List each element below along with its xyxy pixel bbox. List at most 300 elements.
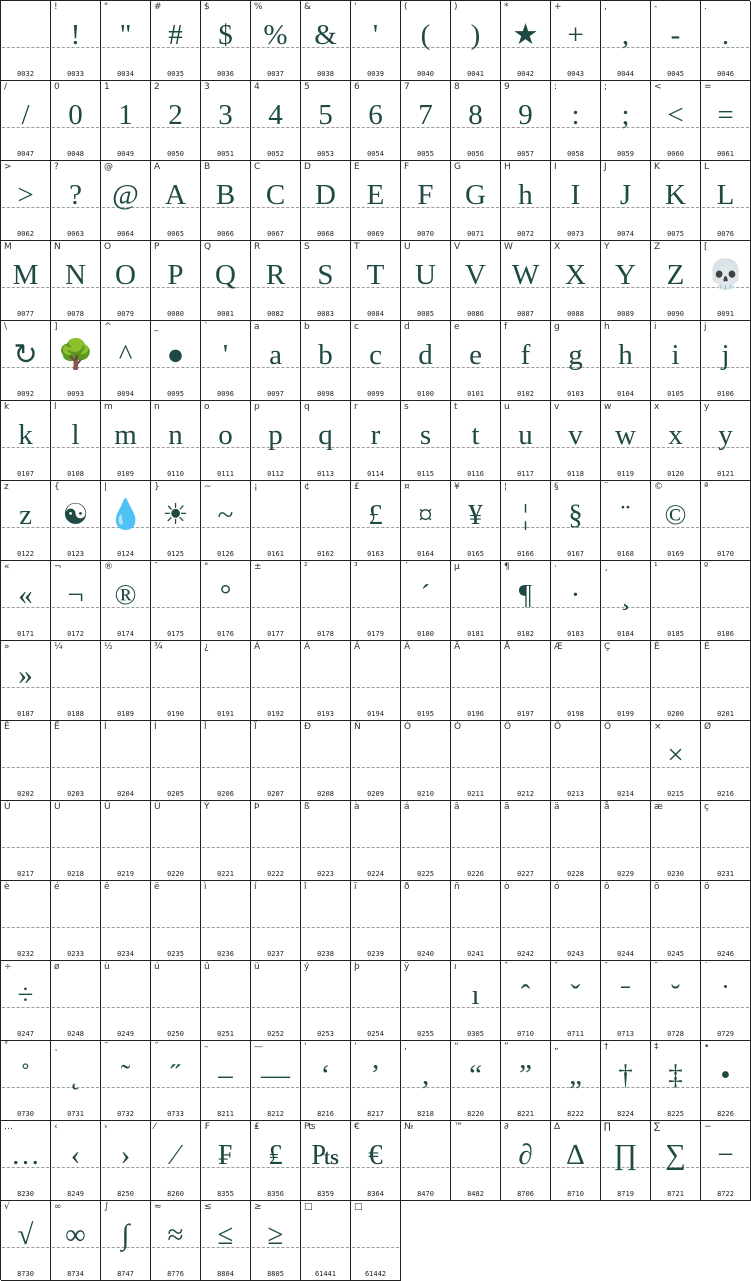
glyph-sample: ∞	[65, 1219, 86, 1251]
glyph-code: 8722	[717, 1190, 734, 1198]
glyph-cell	[551, 81, 601, 161]
glyph-code: 0224	[367, 870, 384, 878]
glyph-cell-char: ™	[454, 1122, 463, 1132]
glyph-sample: '	[222, 339, 229, 371]
glyph-sample	[201, 815, 250, 855]
glyph-code: 0198	[567, 710, 584, 718]
glyph-cell	[301, 161, 351, 241]
glyph-sample	[251, 495, 300, 535]
glyph-cell	[401, 1121, 451, 1201]
glyph-cell	[701, 1121, 751, 1201]
glyph-code: 8747	[117, 1270, 134, 1278]
glyph-code: 0243	[567, 950, 584, 958]
glyph-sample: ×	[667, 739, 684, 771]
glyph-code: 0039	[367, 70, 384, 78]
glyph-code: 0254	[367, 1030, 384, 1038]
glyph-code: 0178	[317, 630, 334, 638]
glyph-code: 0071	[467, 230, 484, 238]
glyph-code: 0063	[67, 230, 84, 238]
glyph-sample	[701, 575, 750, 615]
glyph-sample: ₣	[218, 1139, 233, 1171]
glyph-cell-char: ˇ	[554, 962, 559, 972]
glyph-code: 8218	[417, 1110, 434, 1118]
glyph-cell-char: ₤	[254, 1122, 260, 1132]
glyph-code: 8482	[467, 1190, 484, 1198]
glyph-code: 0247	[17, 1030, 34, 1038]
glyph-code: 0112	[267, 470, 284, 478]
glyph-cell-char: þ	[354, 962, 360, 972]
glyph-code: 8230	[17, 1190, 34, 1198]
glyph-cell	[201, 401, 251, 481]
glyph-cell	[151, 641, 201, 721]
glyph-sample: c	[369, 339, 382, 371]
glyph-sample	[301, 735, 350, 775]
glyph-sample	[451, 735, 500, 775]
glyph-code: 0034	[117, 70, 134, 78]
glyph-cell-char: ®	[104, 562, 113, 572]
glyph-cell	[201, 1, 251, 81]
glyph-sample: y	[718, 419, 733, 451]
glyph-code: 0097	[267, 390, 284, 398]
glyph-cell	[501, 881, 551, 961]
glyph-sample: ˘	[670, 979, 681, 1011]
glyph-cell-char: Ã	[404, 642, 411, 652]
glyph-sample: O	[115, 259, 136, 291]
glyph-cell	[1, 721, 51, 801]
glyph-code: 0237	[267, 950, 284, 958]
glyph-cell-char: M	[4, 242, 12, 252]
glyph-code: 0065	[167, 230, 184, 238]
glyph-code: 0082	[267, 310, 284, 318]
glyph-cell	[51, 161, 101, 241]
glyph-code: 0209	[367, 790, 384, 798]
glyph-cell	[401, 241, 451, 321]
glyph-cell-char: Ê	[4, 722, 10, 732]
glyph-code: 0710	[517, 1030, 534, 1038]
glyph-code: 0084	[367, 310, 384, 318]
glyph-code: 0185	[667, 630, 684, 638]
glyph-sample: „	[569, 1059, 582, 1091]
glyph-cell-char: ˙	[704, 962, 709, 972]
glyph-sample: 9	[518, 99, 533, 131]
glyph-code: 0108	[67, 470, 84, 478]
glyph-cell-char: •	[704, 1042, 710, 1052]
glyph-cell	[551, 481, 601, 561]
glyph-sample: )	[470, 19, 481, 51]
glyph-cell-char: ¢	[304, 482, 310, 492]
glyph-code: 0220	[167, 870, 184, 878]
glyph-sample: ÷	[17, 979, 34, 1011]
glyph-cell-char: *	[504, 2, 509, 12]
glyph-cell	[201, 321, 251, 401]
glyph-cell	[301, 1121, 351, 1201]
glyph-sample: x	[668, 419, 683, 451]
glyph-code: 0238	[317, 950, 334, 958]
glyph-code: 8359	[317, 1190, 334, 1198]
glyph-cell	[701, 81, 751, 161]
glyph-cell	[601, 1121, 651, 1201]
glyph-cell-char: d	[404, 322, 410, 332]
glyph-code: 0162	[317, 550, 334, 558]
glyph-cell	[701, 721, 751, 801]
glyph-cell	[51, 801, 101, 881]
glyph-cell	[1, 161, 51, 241]
glyph-code: 0075	[667, 230, 684, 238]
glyph-sample	[101, 975, 150, 1015]
glyph-code: 8364	[367, 1190, 384, 1198]
glyph-cell-char: z	[4, 482, 9, 492]
glyph-cell	[51, 401, 101, 481]
glyph-code: 0088	[567, 310, 584, 318]
glyph-sample: «	[18, 579, 33, 611]
glyph-cell	[1, 481, 51, 561]
glyph-code: 0732	[117, 1110, 134, 1118]
glyph-code: 0104	[617, 390, 634, 398]
glyph-code: 0168	[617, 550, 634, 558]
glyph-sample: Z	[666, 259, 685, 291]
glyph-sample: √	[17, 1219, 34, 1251]
glyph-sample: §	[568, 499, 583, 531]
glyph-code: 0167	[567, 550, 584, 558]
glyph-sample: ·	[570, 579, 581, 611]
glyph-code: 0213	[567, 790, 584, 798]
glyph-code: 0105	[667, 390, 684, 398]
glyph-code: 0197	[517, 710, 534, 718]
glyph-sample: ☀	[162, 499, 189, 531]
glyph-cell	[551, 161, 601, 241]
glyph-code: 0085	[417, 310, 434, 318]
glyph-cell-char: “	[454, 1042, 459, 1052]
glyph-code: 0242	[517, 950, 534, 958]
glyph-sample: I	[570, 179, 581, 211]
glyph-cell	[351, 321, 401, 401]
glyph-cell	[251, 321, 301, 401]
glyph-sample: ≤	[217, 1219, 234, 1251]
glyph-cell	[101, 561, 151, 641]
glyph-cell	[551, 881, 601, 961]
glyph-code: 8221	[517, 1110, 534, 1118]
glyph-cell-char: %	[254, 2, 263, 12]
glyph-code: 0111	[217, 470, 234, 478]
glyph-cell	[551, 1121, 601, 1201]
glyph-sample	[501, 895, 550, 935]
glyph-cell	[101, 721, 151, 801]
glyph-cell-char: Û	[104, 802, 111, 812]
glyph-code: 0076	[717, 230, 734, 238]
glyph-sample	[251, 575, 300, 615]
glyph-cell	[551, 721, 601, 801]
glyph-code: 0192	[267, 710, 284, 718]
glyph-cell-char: ¤	[404, 482, 410, 492]
glyph-code: 0092	[17, 390, 34, 398]
glyph-cell	[101, 321, 151, 401]
glyph-sample	[351, 975, 400, 1015]
glyph-cell	[201, 481, 251, 561]
glyph-cell	[51, 721, 101, 801]
glyph-code: 0231	[717, 870, 734, 878]
glyph-cell-char: Ø	[704, 722, 712, 732]
glyph-code: 0193	[317, 710, 334, 718]
glyph-sample: u	[518, 419, 533, 451]
glyph-cell	[101, 481, 151, 561]
glyph-sample	[501, 815, 550, 855]
glyph-code: 0248	[67, 1030, 84, 1038]
glyph-cell	[501, 641, 551, 721]
glyph-cell	[601, 961, 651, 1041]
glyph-cell-char: ª	[704, 482, 709, 492]
glyph-code: 0089	[617, 310, 634, 318]
glyph-cell	[401, 801, 451, 881]
glyph-sample	[501, 735, 550, 775]
glyph-sample: ∂	[518, 1139, 533, 1171]
glyph-cell	[651, 481, 701, 561]
glyph-sample	[151, 575, 200, 615]
glyph-code: 0079	[117, 310, 134, 318]
glyph-cell-char: Ú	[54, 802, 61, 812]
glyph-cell	[601, 401, 651, 481]
glyph-cell-char: ⁄	[154, 1122, 156, 1132]
glyph-sample: ©	[664, 499, 687, 531]
glyph-cell	[201, 881, 251, 961]
glyph-cell	[651, 641, 701, 721]
glyph-sample	[601, 815, 650, 855]
glyph-sample	[351, 1215, 400, 1255]
glyph-cell	[401, 721, 451, 801]
glyph-cell-char: √	[4, 1202, 10, 1212]
glyph-cell-char: â	[454, 802, 460, 812]
glyph-cell-char: B	[204, 162, 211, 172]
glyph-cell-char: D	[304, 162, 311, 172]
glyph-cell	[101, 161, 151, 241]
glyph-sample: k	[18, 419, 33, 451]
glyph-sample: X	[565, 259, 586, 291]
glyph-sample: h	[518, 179, 533, 211]
glyph-cell	[401, 481, 451, 561]
glyph-cell	[301, 721, 351, 801]
glyph-code: 0212	[517, 790, 534, 798]
glyph-sample	[301, 1215, 350, 1255]
glyph-sample	[301, 815, 350, 855]
glyph-cell-char: )	[454, 2, 458, 12]
glyph-code: 0091	[717, 310, 734, 318]
glyph-cell	[601, 801, 651, 881]
glyph-cell-char: Q	[204, 242, 212, 252]
glyph-cell	[51, 321, 101, 401]
glyph-cell-char: J	[604, 162, 607, 172]
glyph-sample	[701, 655, 750, 695]
glyph-cell	[351, 481, 401, 561]
glyph-sample: T	[366, 259, 385, 291]
glyph-cell	[351, 641, 401, 721]
glyph-code: 8226	[717, 1110, 734, 1118]
glyph-sample	[151, 815, 200, 855]
glyph-cell	[201, 561, 251, 641]
glyph-cell	[301, 1, 351, 81]
glyph-sample: ˚	[20, 1059, 31, 1091]
glyph-cell	[51, 1201, 101, 1281]
glyph-cell	[1, 1121, 51, 1201]
glyph-code: 0107	[17, 470, 34, 478]
glyph-sample: ¨	[620, 499, 631, 531]
glyph-code: 0249	[117, 1030, 134, 1038]
glyph-code: 0059	[617, 150, 634, 158]
glyph-cell-char: ×	[654, 722, 662, 732]
glyph-cell	[551, 641, 601, 721]
glyph-code: 0226	[467, 870, 484, 878]
glyph-sample: £	[368, 499, 383, 531]
glyph-cell-char: □	[304, 1202, 313, 1212]
glyph-code: 8719	[617, 1190, 634, 1198]
glyph-cell-char: i	[654, 322, 657, 332]
glyph-cell	[1, 801, 51, 881]
glyph-sample: ¶	[518, 579, 533, 611]
glyph-code: 0201	[717, 710, 734, 718]
glyph-cell-char: n	[154, 402, 160, 412]
glyph-cell-char: Ñ	[354, 722, 361, 732]
glyph-sample	[701, 495, 750, 535]
glyph-cell-char: ï	[354, 882, 357, 892]
glyph-cell	[651, 161, 701, 241]
glyph-code: 0203	[67, 790, 84, 798]
glyph-cell	[1, 241, 51, 321]
glyph-sample: ‡	[668, 1059, 683, 1091]
glyph-sample	[701, 895, 750, 935]
glyph-cell	[301, 1041, 351, 1121]
glyph-cell	[101, 1121, 151, 1201]
glyph-sample	[151, 975, 200, 1015]
glyph-cell	[651, 721, 701, 801]
glyph-cell-char: ₧	[304, 1122, 316, 1132]
glyph-cell-char: e	[454, 322, 460, 332]
glyph-cell-char: 5	[304, 82, 310, 92]
glyph-sample: e	[469, 339, 482, 371]
glyph-code: 0181	[467, 630, 484, 638]
glyph-code: 0225	[417, 870, 434, 878]
glyph-code: 0166	[517, 550, 534, 558]
glyph-sample	[401, 895, 450, 935]
glyph-sample: ₤	[268, 1139, 283, 1171]
glyph-code: 0047	[17, 150, 34, 158]
glyph-code: 8706	[517, 1190, 534, 1198]
glyph-sample: ?	[69, 179, 82, 211]
glyph-code: 0232	[17, 950, 34, 958]
glyph-cell	[201, 721, 251, 801]
glyph-sample: ^	[118, 339, 133, 371]
glyph-code: 0227	[517, 870, 534, 878]
glyph-code: 0061	[717, 150, 734, 158]
glyph-cell-char: X	[554, 242, 561, 252]
glyph-cell	[151, 1201, 201, 1281]
glyph-code: 0731	[67, 1110, 84, 1118]
glyph-sample: v	[568, 419, 583, 451]
glyph-sample: ˙	[720, 979, 731, 1011]
glyph-sample: o	[218, 419, 233, 451]
glyph-cell-char: x	[654, 402, 660, 412]
glyph-sample	[301, 495, 350, 535]
glyph-cell	[701, 1, 751, 81]
glyph-cell-char: [	[704, 242, 708, 252]
glyph-cell-char: h	[604, 322, 610, 332]
glyph-sample	[701, 735, 750, 775]
glyph-cell	[301, 961, 351, 1041]
glyph-cell	[651, 81, 701, 161]
glyph-cell	[151, 401, 201, 481]
glyph-cell-char: ä	[554, 802, 560, 812]
glyph-cell	[451, 401, 501, 481]
glyph-cell	[151, 801, 201, 881]
glyph-code: 0041	[467, 70, 484, 78]
glyph-cell	[301, 641, 351, 721]
glyph-cell	[501, 1, 551, 81]
glyph-cell	[601, 161, 651, 241]
glyph-cell	[501, 721, 551, 801]
glyph-cell-char: Í	[154, 722, 157, 732]
glyph-code: 0190	[167, 710, 184, 718]
glyph-cell-char: I	[554, 162, 557, 172]
glyph-sample: h	[618, 339, 633, 371]
glyph-cell-char: :	[554, 82, 558, 92]
glyph-cell-char: ²	[304, 562, 308, 572]
glyph-cell	[101, 401, 151, 481]
glyph-code: 0235	[167, 950, 184, 958]
glyph-sample	[351, 655, 400, 695]
glyph-sample	[101, 895, 150, 935]
glyph-code: 0083	[317, 310, 334, 318]
glyph-code: 0064	[117, 230, 134, 238]
glyph-cell-char: R	[254, 242, 261, 252]
glyph-code: 0195	[417, 710, 434, 718]
glyph-cell-char: ∞	[54, 1202, 62, 1212]
glyph-cell	[651, 401, 701, 481]
glyph-sample: p	[268, 419, 283, 451]
glyph-sample: ˜	[120, 1059, 131, 1091]
glyph-sample: "	[119, 19, 132, 51]
glyph-code: 0245	[667, 950, 684, 958]
glyph-cell-char: m	[104, 402, 113, 412]
glyph-code: 8356	[267, 1190, 284, 1198]
glyph-cell-char: à	[354, 802, 360, 812]
glyph-cell-char: ø	[54, 962, 60, 972]
glyph-cell-char: Ü	[154, 802, 161, 812]
glyph-cell	[101, 881, 151, 961]
glyph-sample: &	[314, 19, 337, 51]
glyph-cell-char: ˜	[104, 1042, 109, 1052]
glyph-cell-char: ‘	[304, 1042, 307, 1052]
glyph-cell	[551, 1041, 601, 1121]
glyph-code: 0125	[167, 550, 184, 558]
glyph-code: 0115	[417, 470, 434, 478]
glyph-cell	[201, 1201, 251, 1281]
glyph-sample	[351, 575, 400, 615]
glyph-code: 0035	[167, 70, 184, 78]
glyph-cell	[201, 641, 251, 721]
glyph-sample: ˆ	[520, 979, 531, 1011]
glyph-sample: z	[19, 499, 32, 531]
glyph-cell-char: &	[304, 2, 312, 12]
glyph-code: 61441	[314, 1270, 337, 1278]
glyph-sample: ¬	[67, 579, 84, 611]
glyph-sample: A	[165, 179, 186, 211]
glyph-cell	[51, 1121, 101, 1201]
glyph-sample	[251, 895, 300, 935]
glyph-sample	[251, 655, 300, 695]
glyph-code: 0204	[117, 790, 134, 798]
glyph-sample: E	[366, 179, 385, 211]
glyph-cell-char: õ	[654, 882, 660, 892]
glyph-sample: C	[265, 179, 286, 211]
glyph-code: 0176	[217, 630, 234, 638]
glyph-cell-char: U	[404, 242, 411, 252]
